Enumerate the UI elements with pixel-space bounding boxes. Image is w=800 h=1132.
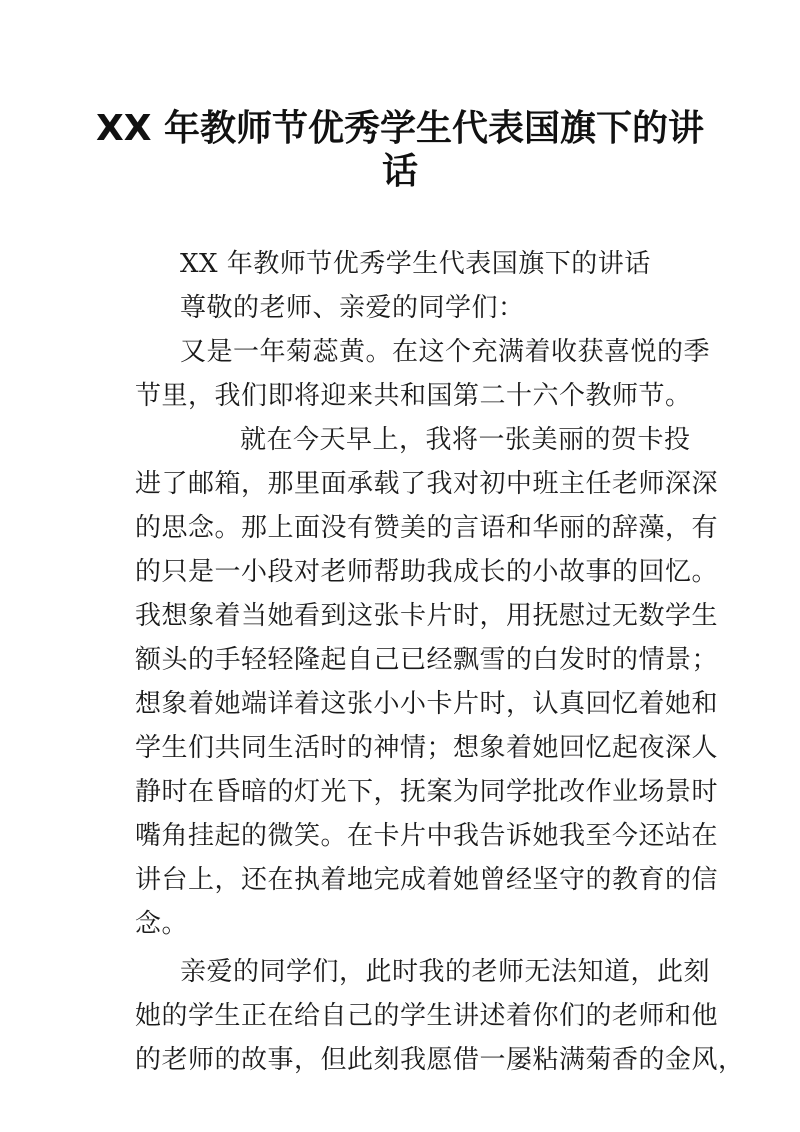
body-line: 的老师的故事，但此刻我愿借一屡粘满菊香的金风， [135, 1045, 745, 1075]
body-line: 讲台上，还在执着地完成着她曾经坚守的教育的信 [135, 865, 719, 895]
body-line: 额头的手轻轻隆起自己已经飘雪的白发时的情景； [135, 645, 719, 675]
body-line: 的只是一小段对老师帮助我成长的小故事的回忆。 [135, 557, 719, 587]
body-line: 进了邮箱，那里面承载了我对初中班主任老师深深 [135, 469, 719, 499]
body-line: 尊敬的老师、亲爱的同学们： [180, 293, 525, 323]
body-line: 亲爱的同学们，此时我的老师无法知道，此刻 [180, 957, 711, 987]
body-line: 嘴角挂起的微笑。在卡片中我告诉她我至今还站在 [135, 821, 719, 851]
body-line: XX 年教师节优秀学生代表国旗下的讲话 [180, 249, 651, 279]
body-line: 她的学生正在给自己的学生讲述着你们的老师和他 [135, 1001, 719, 1031]
body-line: 的思念。那上面没有赞美的言语和华丽的辞藻，有 [135, 513, 719, 543]
body-line: 节里，我们即将迎来共和国第二十六个教师节。 [135, 381, 692, 411]
body-line: 我想象着当她看到这张卡片时，用抚慰过无数学生 [135, 601, 719, 631]
document-title-line-1: XX 年教师节优秀学生代表国旗下的讲 [95, 108, 705, 149]
body-line: 就在今天早上，我将一张美丽的贺卡投 [240, 425, 691, 455]
document-title-line-2: 话 [381, 151, 418, 192]
body-line: 想象着她端详着这张小小卡片时，认真回忆着她和 [135, 689, 719, 719]
body-line: 静时在昏暗的灯光下，抚案为同学批改作业场景时 [135, 777, 719, 807]
body-line: 学生们共同生活时的神情；想象着她回忆起夜深人 [135, 733, 719, 763]
body-line: 念。 [135, 909, 189, 939]
body-line: 又是一年菊蕊黄。在这个充满着收获喜悦的季 [180, 337, 711, 367]
